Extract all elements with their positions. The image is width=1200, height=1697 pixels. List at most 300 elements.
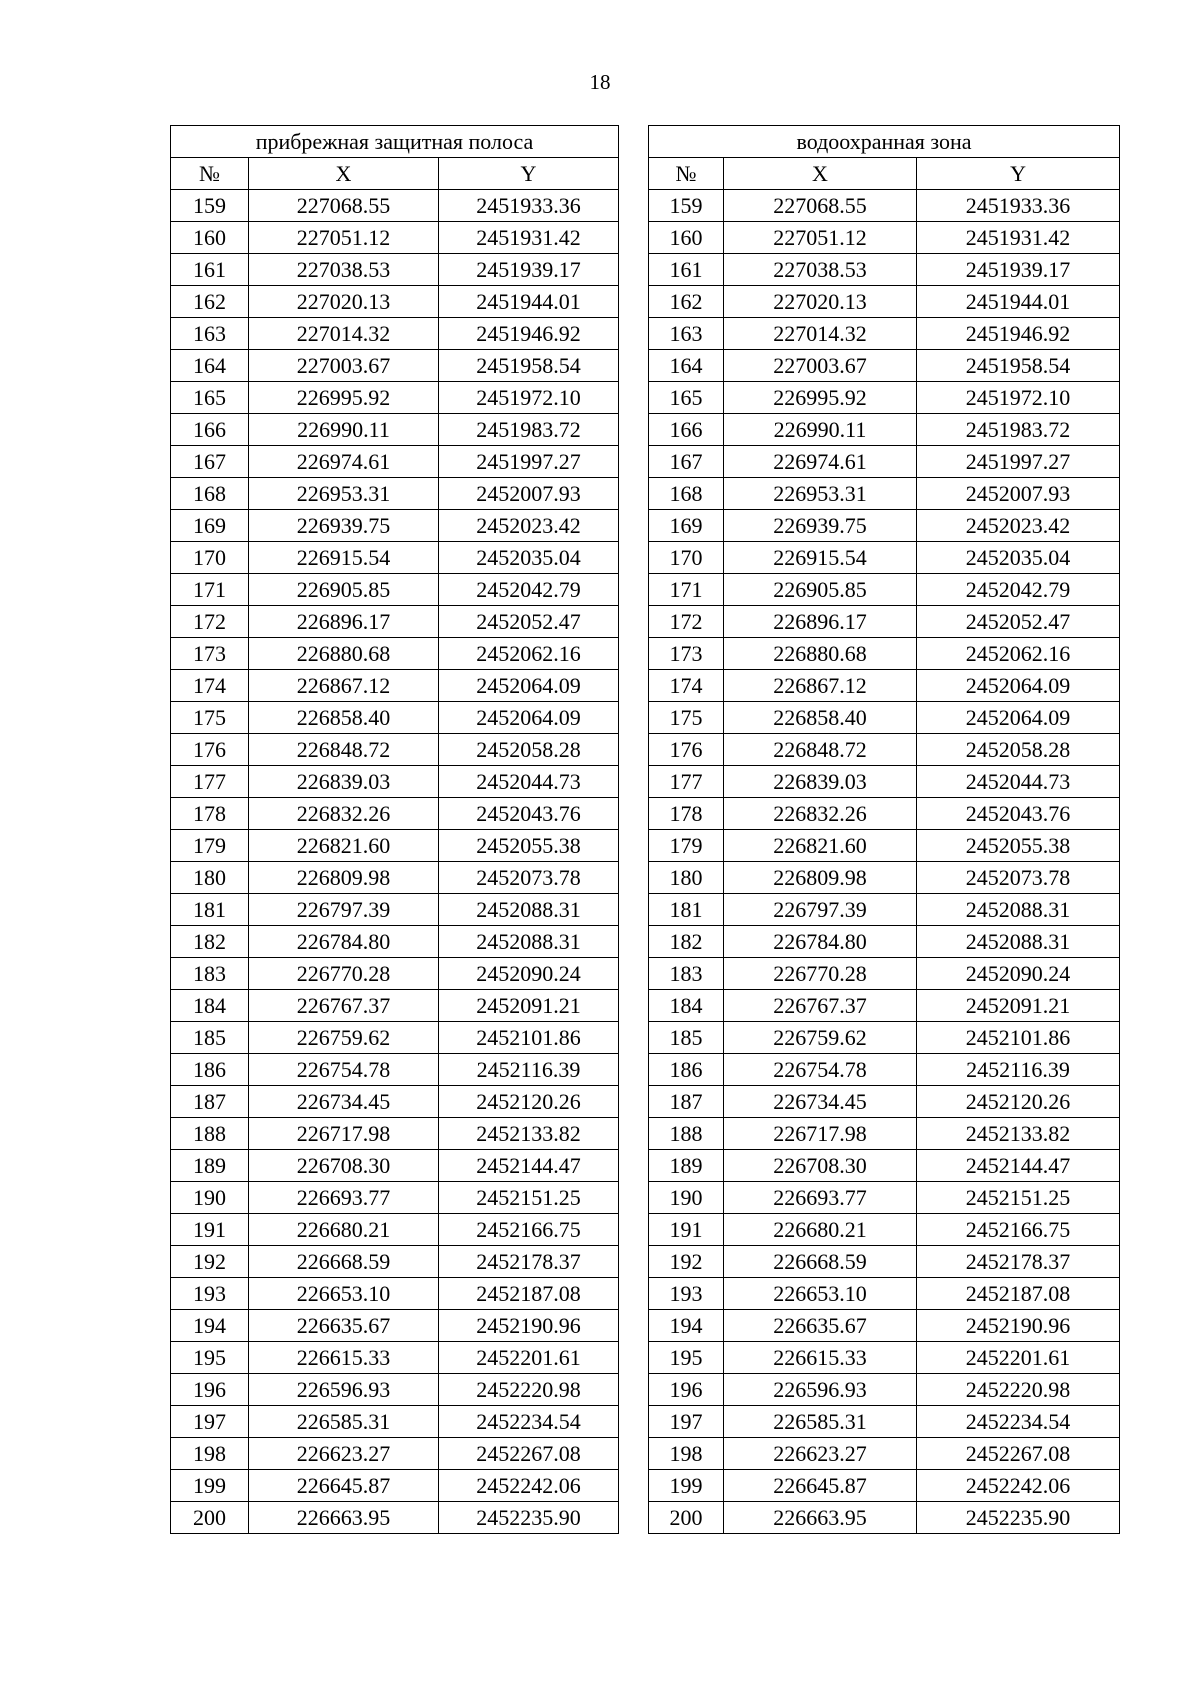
y-coordinate-cell: 2451946.92: [917, 318, 1120, 350]
x-coordinate-cell: 226759.62: [249, 1022, 439, 1054]
point-number-cell: 199: [649, 1470, 724, 1502]
point-number-cell: 162: [649, 286, 724, 318]
point-number-cell: 167: [171, 446, 249, 478]
table-title: водоохранная зона: [649, 126, 1120, 158]
y-coordinate-cell: 2452101.86: [917, 1022, 1120, 1054]
y-coordinate-cell: 2452090.24: [917, 958, 1120, 990]
table-row: [649, 1278, 1120, 1310]
point-number-cell: 197: [649, 1406, 724, 1438]
point-number-cell: 185: [171, 1022, 249, 1054]
x-coordinate-cell: 226623.27: [724, 1438, 917, 1470]
x-coordinate-cell: 226990.11: [724, 414, 917, 446]
table-row: [171, 382, 619, 414]
x-coordinate-cell: 226858.40: [249, 702, 439, 734]
y-coordinate-cell: 2452043.76: [439, 798, 619, 830]
point-number-cell: 177: [171, 766, 249, 798]
x-coordinate-cell: 226809.98: [249, 862, 439, 894]
y-coordinate-cell: 2452201.61: [917, 1342, 1120, 1374]
point-number-cell: 198: [171, 1438, 249, 1470]
x-coordinate-cell: 227003.67: [724, 350, 917, 382]
x-coordinate-cell: 226784.80: [724, 926, 917, 958]
y-coordinate-cell: 2452055.38: [439, 830, 619, 862]
point-number-cell: 169: [649, 510, 724, 542]
point-number-cell: 184: [171, 990, 249, 1022]
y-coordinate-cell: 2452058.28: [917, 734, 1120, 766]
table-row: [171, 222, 619, 254]
y-coordinate-cell: 2452091.21: [917, 990, 1120, 1022]
point-number-cell: 178: [171, 798, 249, 830]
x-coordinate-cell: 226848.72: [724, 734, 917, 766]
x-coordinate-cell: 226867.12: [724, 670, 917, 702]
x-coordinate-cell: 226953.31: [724, 478, 917, 510]
table-row: [171, 702, 619, 734]
x-coordinate-cell: 226680.21: [249, 1214, 439, 1246]
column-header-number: №: [649, 158, 724, 190]
y-coordinate-cell: 2452234.54: [439, 1406, 619, 1438]
x-coordinate-cell: 226848.72: [249, 734, 439, 766]
table-row: [171, 1086, 619, 1118]
table-row: [171, 1470, 619, 1502]
table-row: [171, 1438, 619, 1470]
point-number-cell: 200: [171, 1502, 249, 1534]
column-header-x: X: [724, 158, 917, 190]
point-number-cell: 181: [171, 894, 249, 926]
point-number-cell: 194: [649, 1310, 724, 1342]
point-number-cell: 175: [171, 702, 249, 734]
y-coordinate-cell: 2451972.10: [439, 382, 619, 414]
point-number-cell: 196: [649, 1374, 724, 1406]
point-number-cell: 178: [649, 798, 724, 830]
table-row: [649, 1118, 1120, 1150]
table-row: [649, 734, 1120, 766]
y-coordinate-cell: 2452007.93: [439, 478, 619, 510]
column-header-number: №: [171, 158, 249, 190]
y-coordinate-cell: 2452116.39: [439, 1054, 619, 1086]
y-coordinate-cell: 2452023.42: [917, 510, 1120, 542]
y-coordinate-cell: 2451931.42: [917, 222, 1120, 254]
point-number-cell: 170: [171, 542, 249, 574]
point-number-cell: 162: [171, 286, 249, 318]
table-row: [649, 350, 1120, 382]
x-coordinate-cell: 226734.45: [249, 1086, 439, 1118]
y-coordinate-cell: 2452144.47: [917, 1150, 1120, 1182]
table-row: [171, 1054, 619, 1086]
table-row: [171, 894, 619, 926]
y-coordinate-cell: 2452064.09: [439, 702, 619, 734]
point-number-cell: 173: [649, 638, 724, 670]
point-number-cell: 180: [649, 862, 724, 894]
y-coordinate-cell: 2452035.04: [439, 542, 619, 574]
point-number-cell: 199: [171, 1470, 249, 1502]
y-coordinate-cell: 2452062.16: [439, 638, 619, 670]
table-row: [649, 542, 1120, 574]
point-number-cell: 164: [171, 350, 249, 382]
x-coordinate-cell: 226585.31: [249, 1406, 439, 1438]
point-number-cell: 198: [649, 1438, 724, 1470]
x-coordinate-cell: 226759.62: [724, 1022, 917, 1054]
table-row: [171, 1406, 619, 1438]
y-coordinate-cell: 2452058.28: [439, 734, 619, 766]
point-number-cell: 182: [649, 926, 724, 958]
x-coordinate-cell: 226974.61: [249, 446, 439, 478]
x-coordinate-cell: 227051.12: [249, 222, 439, 254]
y-coordinate-cell: 2451958.54: [917, 350, 1120, 382]
y-coordinate-cell: 2452055.38: [917, 830, 1120, 862]
y-coordinate-cell: 2452073.78: [917, 862, 1120, 894]
table-row: [171, 478, 619, 510]
table-row: [649, 1086, 1120, 1118]
point-number-cell: 184: [649, 990, 724, 1022]
point-number-cell: 187: [171, 1086, 249, 1118]
table-row: [649, 702, 1120, 734]
y-coordinate-cell: 2452190.96: [917, 1310, 1120, 1342]
point-number-cell: 191: [171, 1214, 249, 1246]
y-coordinate-cell: 2451997.27: [439, 446, 619, 478]
point-number-cell: 191: [649, 1214, 724, 1246]
y-coordinate-cell: 2451958.54: [439, 350, 619, 382]
x-coordinate-cell: 226754.78: [249, 1054, 439, 1086]
table-row: [171, 1118, 619, 1150]
y-coordinate-cell: 2451944.01: [917, 286, 1120, 318]
y-coordinate-cell: 2452023.42: [439, 510, 619, 542]
table-row: [171, 542, 619, 574]
table-row: [171, 414, 619, 446]
y-coordinate-cell: 2452042.79: [439, 574, 619, 606]
table-row: [171, 798, 619, 830]
point-number-cell: 161: [171, 254, 249, 286]
y-coordinate-cell: 2451997.27: [917, 446, 1120, 478]
x-coordinate-cell: 226915.54: [724, 542, 917, 574]
table-row: [171, 862, 619, 894]
x-coordinate-cell: 226734.45: [724, 1086, 917, 1118]
table-row: [649, 1438, 1120, 1470]
point-number-cell: 181: [649, 894, 724, 926]
table-row: [649, 286, 1120, 318]
point-number-cell: 189: [171, 1150, 249, 1182]
x-coordinate-cell: 226867.12: [249, 670, 439, 702]
table-row: [649, 1342, 1120, 1374]
column-header-y: Y: [917, 158, 1120, 190]
point-number-cell: 167: [649, 446, 724, 478]
point-number-cell: 159: [171, 190, 249, 222]
table-row: [649, 1310, 1120, 1342]
table-row: [171, 1214, 619, 1246]
x-coordinate-cell: 226858.40: [724, 702, 917, 734]
x-coordinate-cell: 226708.30: [249, 1150, 439, 1182]
point-number-cell: 177: [649, 766, 724, 798]
x-coordinate-cell: 226653.10: [724, 1278, 917, 1310]
x-coordinate-cell: 226717.98: [249, 1118, 439, 1150]
table-row: [171, 1278, 619, 1310]
point-number-cell: 163: [171, 318, 249, 350]
x-coordinate-cell: 226905.85: [249, 574, 439, 606]
x-coordinate-cell: 226653.10: [249, 1278, 439, 1310]
table-row: [171, 1374, 619, 1406]
x-coordinate-cell: 227014.32: [249, 318, 439, 350]
y-coordinate-cell: 2452064.09: [439, 670, 619, 702]
y-coordinate-cell: 2452133.82: [439, 1118, 619, 1150]
x-coordinate-cell: 226832.26: [724, 798, 917, 830]
x-coordinate-cell: 226596.93: [724, 1374, 917, 1406]
y-coordinate-cell: 2452178.37: [917, 1246, 1120, 1278]
point-number-cell: 168: [171, 478, 249, 510]
x-coordinate-cell: 226880.68: [724, 638, 917, 670]
point-number-cell: 160: [171, 222, 249, 254]
y-coordinate-cell: 2451946.92: [439, 318, 619, 350]
x-coordinate-cell: 226784.80: [249, 926, 439, 958]
y-coordinate-cell: 2452133.82: [917, 1118, 1120, 1150]
point-number-cell: 188: [649, 1118, 724, 1150]
table-row: [649, 990, 1120, 1022]
y-coordinate-cell: 2451983.72: [439, 414, 619, 446]
y-coordinate-cell: 2451931.42: [439, 222, 619, 254]
table-row: [649, 414, 1120, 446]
table-row: [649, 1214, 1120, 1246]
table-row: [649, 1022, 1120, 1054]
y-coordinate-cell: 2452151.25: [917, 1182, 1120, 1214]
x-coordinate-cell: 226939.75: [724, 510, 917, 542]
point-number-cell: 169: [171, 510, 249, 542]
y-coordinate-cell: 2452187.08: [917, 1278, 1120, 1310]
y-coordinate-cell: 2452267.08: [917, 1438, 1120, 1470]
x-coordinate-cell: 226939.75: [249, 510, 439, 542]
table-row: [649, 254, 1120, 286]
y-coordinate-cell: 2452044.73: [917, 766, 1120, 798]
point-number-cell: 165: [171, 382, 249, 414]
x-coordinate-cell: 226974.61: [724, 446, 917, 478]
y-coordinate-cell: 2452116.39: [917, 1054, 1120, 1086]
table-row: [171, 1022, 619, 1054]
table-row: [649, 1054, 1120, 1086]
table-row: [649, 670, 1120, 702]
point-number-cell: 173: [171, 638, 249, 670]
x-coordinate-cell: 226995.92: [249, 382, 439, 414]
point-number-cell: 190: [649, 1182, 724, 1214]
point-number-cell: 197: [171, 1406, 249, 1438]
table-title: прибрежная защитная полоса: [171, 126, 619, 158]
x-coordinate-cell: 226708.30: [724, 1150, 917, 1182]
point-number-cell: 179: [171, 830, 249, 862]
x-coordinate-cell: 227003.67: [249, 350, 439, 382]
table-row: [649, 510, 1120, 542]
point-number-cell: 161: [649, 254, 724, 286]
point-number-cell: 189: [649, 1150, 724, 1182]
point-number-cell: 188: [171, 1118, 249, 1150]
point-number-cell: 159: [649, 190, 724, 222]
x-coordinate-cell: 226693.77: [724, 1182, 917, 1214]
y-coordinate-cell: 2452190.96: [439, 1310, 619, 1342]
y-coordinate-cell: 2452101.86: [439, 1022, 619, 1054]
table-row: [171, 638, 619, 670]
point-number-cell: 193: [649, 1278, 724, 1310]
x-coordinate-cell: 226663.95: [249, 1502, 439, 1534]
point-number-cell: 186: [171, 1054, 249, 1086]
table-row: [171, 670, 619, 702]
x-coordinate-cell: 227014.32: [724, 318, 917, 350]
x-coordinate-cell: 226995.92: [724, 382, 917, 414]
table-row: [171, 446, 619, 478]
point-number-cell: 193: [171, 1278, 249, 1310]
table-row: [649, 1374, 1120, 1406]
y-coordinate-cell: 2452178.37: [439, 1246, 619, 1278]
x-coordinate-cell: 226770.28: [249, 958, 439, 990]
x-coordinate-cell: 226905.85: [724, 574, 917, 606]
x-coordinate-cell: 227038.53: [724, 254, 917, 286]
x-coordinate-cell: 227020.13: [249, 286, 439, 318]
y-coordinate-cell: 2452166.75: [439, 1214, 619, 1246]
x-coordinate-cell: 227068.55: [249, 190, 439, 222]
point-number-cell: 176: [171, 734, 249, 766]
table-row: [649, 446, 1120, 478]
y-coordinate-cell: 2452052.47: [917, 606, 1120, 638]
table-row: [649, 1246, 1120, 1278]
x-coordinate-cell: 226990.11: [249, 414, 439, 446]
point-number-cell: 195: [649, 1342, 724, 1374]
x-coordinate-cell: 226809.98: [724, 862, 917, 894]
x-coordinate-cell: 226839.03: [724, 766, 917, 798]
x-coordinate-cell: 226839.03: [249, 766, 439, 798]
point-number-cell: 195: [171, 1342, 249, 1374]
table-row: [171, 734, 619, 766]
table-row: [649, 1150, 1120, 1182]
point-number-cell: 172: [171, 606, 249, 638]
table-row: [649, 318, 1120, 350]
table-row: [171, 926, 619, 958]
y-coordinate-cell: 2452073.78: [439, 862, 619, 894]
table-row: [171, 1342, 619, 1374]
x-coordinate-cell: 226915.54: [249, 542, 439, 574]
x-coordinate-cell: 226821.60: [724, 830, 917, 862]
y-coordinate-cell: 2452035.04: [917, 542, 1120, 574]
point-number-cell: 196: [171, 1374, 249, 1406]
y-coordinate-cell: 2452043.76: [917, 798, 1120, 830]
table-row: [649, 1470, 1120, 1502]
point-number-cell: 170: [649, 542, 724, 574]
y-coordinate-cell: 2452235.90: [917, 1502, 1120, 1534]
point-number-cell: 166: [171, 414, 249, 446]
y-coordinate-cell: 2452088.31: [917, 894, 1120, 926]
water-protection-zone-table: [648, 125, 1120, 1534]
table-row: [171, 350, 619, 382]
column-header-y: Y: [439, 158, 619, 190]
page-number: 18: [589, 70, 611, 94]
y-coordinate-cell: 2452044.73: [439, 766, 619, 798]
point-number-cell: 176: [649, 734, 724, 766]
y-coordinate-cell: 2452064.09: [917, 670, 1120, 702]
point-number-cell: 200: [649, 1502, 724, 1534]
table-row: [649, 1502, 1120, 1534]
y-coordinate-cell: 2451944.01: [439, 286, 619, 318]
table-row: [171, 254, 619, 286]
y-coordinate-cell: 2452267.08: [439, 1438, 619, 1470]
point-number-cell: 187: [649, 1086, 724, 1118]
point-number-cell: 163: [649, 318, 724, 350]
x-coordinate-cell: 226767.37: [249, 990, 439, 1022]
table-row: [649, 574, 1120, 606]
table-row: [171, 510, 619, 542]
table-row: [171, 318, 619, 350]
table-row: [649, 478, 1120, 510]
x-coordinate-cell: 226797.39: [724, 894, 917, 926]
x-coordinate-cell: 226645.87: [724, 1470, 917, 1502]
x-coordinate-cell: 226767.37: [724, 990, 917, 1022]
y-coordinate-cell: 2452088.31: [439, 926, 619, 958]
table-row: [171, 574, 619, 606]
y-coordinate-cell: 2452144.47: [439, 1150, 619, 1182]
point-number-cell: 182: [171, 926, 249, 958]
table-row: [171, 830, 619, 862]
x-coordinate-cell: 226623.27: [249, 1438, 439, 1470]
table-row: [649, 862, 1120, 894]
y-coordinate-cell: 2451933.36: [439, 190, 619, 222]
y-coordinate-cell: 2451972.10: [917, 382, 1120, 414]
table-row: [171, 990, 619, 1022]
table-row: [649, 222, 1120, 254]
point-number-cell: 190: [171, 1182, 249, 1214]
point-number-cell: 183: [649, 958, 724, 990]
y-coordinate-cell: 2452120.26: [917, 1086, 1120, 1118]
point-number-cell: 168: [649, 478, 724, 510]
point-number-cell: 192: [171, 1246, 249, 1278]
table-row: [649, 798, 1120, 830]
y-coordinate-cell: 2452064.09: [917, 702, 1120, 734]
y-coordinate-cell: 2452234.54: [917, 1406, 1120, 1438]
point-number-cell: 180: [171, 862, 249, 894]
table-row: [649, 926, 1120, 958]
table-row: [649, 894, 1120, 926]
y-coordinate-cell: 2452187.08: [439, 1278, 619, 1310]
point-number-cell: 166: [649, 414, 724, 446]
x-coordinate-cell: 226668.59: [249, 1246, 439, 1278]
y-coordinate-cell: 2452007.93: [917, 478, 1120, 510]
point-number-cell: 165: [649, 382, 724, 414]
table-row: [171, 606, 619, 638]
y-coordinate-cell: 2452235.90: [439, 1502, 619, 1534]
y-coordinate-cell: 2451983.72: [917, 414, 1120, 446]
y-coordinate-cell: 2452062.16: [917, 638, 1120, 670]
column-header-x: X: [249, 158, 439, 190]
point-number-cell: 164: [649, 350, 724, 382]
x-coordinate-cell: 226896.17: [724, 606, 917, 638]
table-row: [649, 958, 1120, 990]
x-coordinate-cell: 226770.28: [724, 958, 917, 990]
y-coordinate-cell: 2451939.17: [439, 254, 619, 286]
table-row: [171, 1246, 619, 1278]
point-number-cell: 194: [171, 1310, 249, 1342]
x-coordinate-cell: 226615.33: [724, 1342, 917, 1374]
point-number-cell: 171: [171, 574, 249, 606]
x-coordinate-cell: 226635.67: [724, 1310, 917, 1342]
table-row: [649, 766, 1120, 798]
coastal-protection-strip-table: [170, 125, 619, 1534]
x-coordinate-cell: 226668.59: [724, 1246, 917, 1278]
point-number-cell: 179: [649, 830, 724, 862]
table-row: [171, 1502, 619, 1534]
x-coordinate-cell: 226832.26: [249, 798, 439, 830]
x-coordinate-cell: 226663.95: [724, 1502, 917, 1534]
y-coordinate-cell: 2451939.17: [917, 254, 1120, 286]
y-coordinate-cell: 2452151.25: [439, 1182, 619, 1214]
x-coordinate-cell: 226880.68: [249, 638, 439, 670]
point-number-cell: 183: [171, 958, 249, 990]
y-coordinate-cell: 2452088.31: [917, 926, 1120, 958]
x-coordinate-cell: 226953.31: [249, 478, 439, 510]
y-coordinate-cell: 2452052.47: [439, 606, 619, 638]
point-number-cell: 174: [649, 670, 724, 702]
table-row: [171, 766, 619, 798]
point-number-cell: 174: [171, 670, 249, 702]
y-coordinate-cell: 2452242.06: [917, 1470, 1120, 1502]
